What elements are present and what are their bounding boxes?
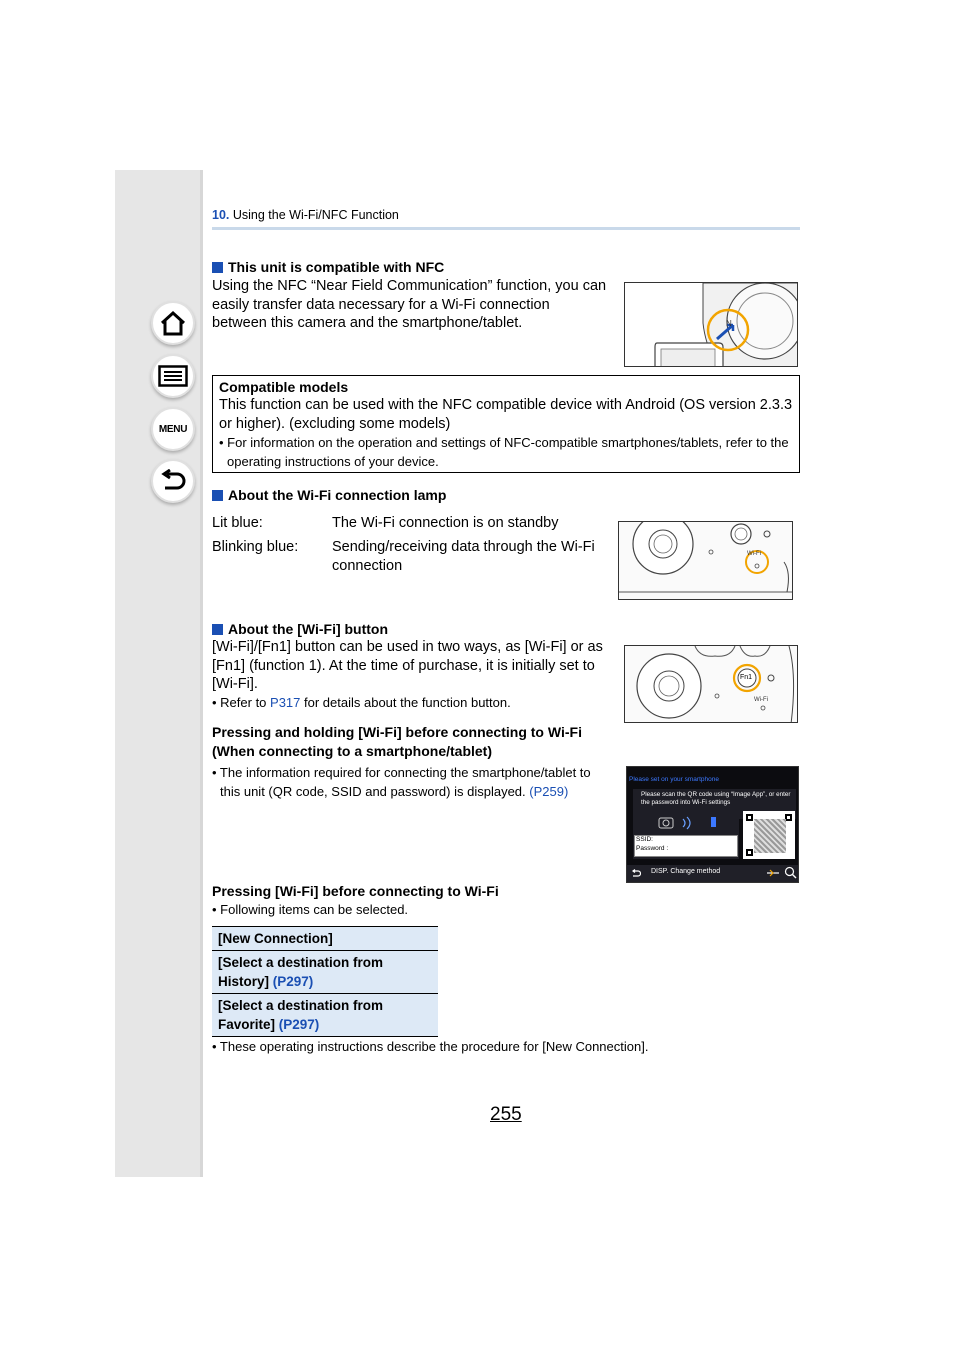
screen-heading: Please set on your smartphone [629,776,719,783]
lamp-desc-blinking: Sending/receiving data through the Wi-Fi connection [332,539,595,574]
svg-text:N: N [726,319,732,328]
wifi-button-section-title: About the [Wi-Fi] button [212,621,388,637]
home-icon [159,310,187,336]
option-new-connection[interactable]: [New Connection] [212,927,438,951]
screen-instruction: Please scan the QR code using “Image App”, or enter the password into Wi-Fi settings [641,791,791,806]
pressing-note: • Following items can be selected. [212,902,409,917]
footer-note: • These operating instructions describe the procedure for [New Connection]. [212,1039,649,1054]
wifi-button-illustration [624,645,798,723]
return-arrow-icon [159,469,187,493]
contents-button[interactable] [151,354,195,398]
options-table [212,926,438,1037]
back-arrow-icon [631,869,641,879]
zoom-icon [784,866,797,879]
camera-screen [626,766,799,883]
password-label: Password : [636,845,669,852]
compatible-models-note: • For information on the operation and settings of NFC-compatible smartphones/tablets, refer to the operating instructions of your device. [219,435,789,469]
p297-link[interactable]: (P297) [272,974,314,989]
compatible-models-body: This function can be used with the NFC compatible device with Android (OS version 2.3.3 or higher). (excluding some models) [219,397,793,432]
page-number: 255 [490,1104,522,1125]
pressing-holding-note: • The information required for connecting the smartphone/tablet to this unit (QR code, SSID and password) is displayed. (P259) [212,765,591,799]
compatible-models-box [212,375,800,473]
screen-footer-text: DISP. Change method [651,868,721,875]
dial-icon [765,867,781,879]
wifi-lamp-illustration [618,521,793,600]
pressing-title: Pressing [Wi-Fi] before connecting to Wi-Fi [212,883,499,899]
chapter-title: Using the Wi-Fi/NFC Function [232,208,399,222]
chapter-number: 10. [212,208,230,222]
nfc-illustration [624,282,798,367]
list-icon [158,365,188,387]
section-square-icon [212,490,223,501]
home-button[interactable] [151,301,195,345]
nfc-section-title: This unit is compatible with NFC [212,259,444,275]
wifi-button-note: • Refer to P317 for details about the function button. [212,695,511,710]
qr-code [743,811,795,859]
p259-link[interactable]: (P259) [529,784,569,799]
menu-button[interactable] [151,407,195,451]
wifi-button-label: Wi-Fi [754,697,768,703]
lamp-label-blinking: Blinking blue: [212,539,299,555]
option-favorite[interactable]: [Select a destination from Favorite] (P297) [212,994,438,1037]
wifi-lamp-label: Wi-Fi [747,551,761,557]
chapter-header [212,208,800,230]
table-row[interactable] [212,951,438,994]
section-square-icon [212,624,223,635]
sidebar [115,170,203,1177]
nfc-description: Using the NFC “Near Field Communication” function, you can easily transfer data necessary for a Wi-Fi connection between this camera and the smartphone/tablet. [212,278,607,331]
fn1-label: Fn1 [740,674,753,681]
lamp-desc-lit: The Wi-Fi connection is on standby [332,515,559,531]
back-button[interactable] [151,459,195,503]
wifi-button-description: [Wi-Fi]/[Fn1] button can be used in two ways, as [Wi-Fi] or as [Fn1] (function 1). At the time of purchase, it is initially set to [Wi-Fi]. [212,639,603,692]
section-square-icon [212,262,223,273]
compatible-models-title: Compatible models [219,379,349,395]
option-history[interactable]: [Select a destination from History] (P297) [212,951,438,994]
table-row[interactable] [212,927,438,951]
menu-label: MENU [158,423,188,435]
p317-link[interactable]: P317 [270,695,301,710]
lamp-label-lit: Lit blue: [212,515,263,531]
table-row[interactable] [212,994,438,1037]
lamp-section-title: About the Wi-Fi connection lamp [212,487,446,503]
pressing-holding-title: Pressing and holding [Wi-Fi] before connecting to Wi-Fi (When connecting to a smartphone/tablet) [212,724,582,759]
camera-to-phone-icon [633,813,739,835]
ssid-label: SSID: [636,836,653,843]
p297-link[interactable]: (P297) [278,1017,320,1032]
